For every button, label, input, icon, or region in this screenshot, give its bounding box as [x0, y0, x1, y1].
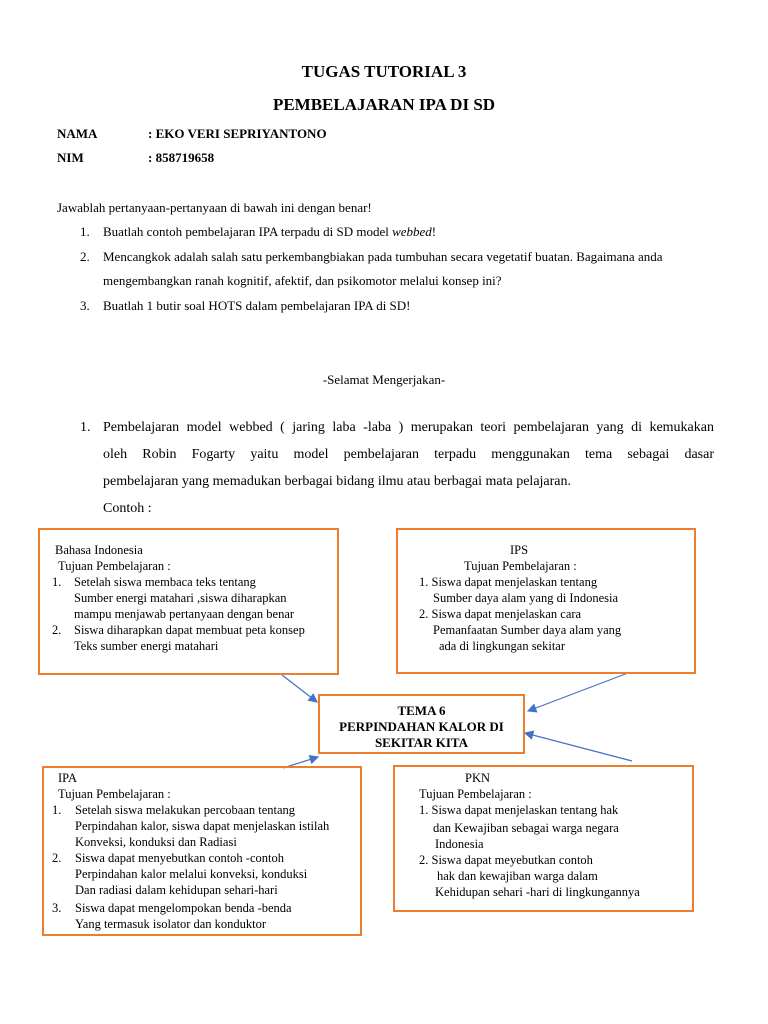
- bahasa-item-2-line-1: Siswa diharapkan dapat membuat peta konsep: [74, 623, 305, 637]
- bahasa-item-1-number: 1.: [52, 575, 62, 589]
- pkn-item-2-line-2: hak dan kewajiban warga dalam: [437, 869, 598, 883]
- question-2-number: 2.: [80, 249, 90, 264]
- ipa-item-2-line-2: Perpindahan kalor melalui konveksi, konduksi: [75, 867, 308, 881]
- instructions-intro: Jawablah pertanyaan-pertanyaan di bawah ini dengan benar!: [57, 200, 372, 215]
- arrow-ips: [528, 673, 628, 711]
- arrow-pkn: [525, 733, 632, 761]
- name-label: NAMA: [57, 126, 98, 141]
- ipa-item-2-line-3: Dan radiasi dalam kehidupan sehari-hari: [75, 883, 278, 897]
- pkn-item-1-line-2: dan Kewajiban sebagai warga negara: [433, 821, 619, 835]
- bahasa-item-1-line-2: Sumber energi matahari ,siswa diharapkan: [74, 591, 287, 605]
- pkn-goal-label: Tujuan Pembelajaran :: [419, 787, 532, 801]
- bahasa-goal-label: Tujuan Pembelajaran :: [58, 559, 171, 573]
- ips-subject: IPS: [510, 543, 529, 557]
- ips-item-2-line-2: Pemanfaatan Sumber daya alam yang: [433, 623, 622, 637]
- box-ipa: [42, 766, 362, 936]
- bahasa-item-2-number: 2.: [52, 623, 62, 637]
- pkn-item-1-line-1: 1. Siswa dapat menjelaskan tentang hak: [419, 803, 619, 817]
- theme-line-1: TEMA 6: [397, 703, 446, 718]
- ipa-subject: IPA: [58, 771, 77, 785]
- question-1-number: 1.: [80, 224, 90, 239]
- question-2-line-2: mengembangkan ranah kognitif, afektif, dan psikomotor melalui konsep ini?: [103, 273, 502, 288]
- contoh-label: Contoh :: [103, 501, 152, 516]
- ipa-item-1-line-1: Setelah siswa melakukan percobaan tentang: [75, 803, 296, 817]
- ips-goal-label: Tujuan Pembelajaran :: [464, 559, 577, 573]
- bahasa-item-1-line-3: mampu menjawab pertanyaan dengan benar: [74, 607, 295, 621]
- question-3-number: 3.: [80, 298, 90, 313]
- bahasa-item-2-line-2: Teks sumber energi matahari: [74, 639, 219, 653]
- ips-item-1-line-1: 1. Siswa dapat menjelaskan tentang: [419, 575, 598, 589]
- ipa-item-2-number: 2.: [52, 851, 62, 865]
- ipa-item-3-number: 3.: [52, 901, 62, 915]
- ipa-item-1-line-3: Konveksi, konduksi dan Radiasi: [75, 835, 237, 849]
- nim-value: : 858719658: [148, 150, 215, 165]
- ipa-item-3-line-2: Yang termasuk isolator dan konduktor: [75, 917, 267, 931]
- ipa-goal-label: Tujuan Pembelajaran :: [58, 787, 171, 801]
- answer-number: 1.: [80, 420, 91, 435]
- bahasa-item-1-line-1: Setelah siswa membaca teks tentang: [74, 575, 256, 589]
- ips-item-2-line-3: ada di lingkungan sekitar: [439, 639, 566, 653]
- box-ips: [396, 528, 696, 674]
- question-2-line-1: Mencangkok adalah salah satu perkembangbiakan pada tumbuhan secara vegetatif buatan. Bagaimana anda: [103, 249, 663, 264]
- box-theme: [318, 694, 525, 754]
- ipa-item-3-line-1: Siswa dapat mengelompokan benda -benda: [75, 901, 292, 915]
- name-value: : EKO VERI SEPRIYANTONO: [148, 126, 327, 141]
- box-bahasa-indonesia: [38, 528, 339, 675]
- theme-line-2: PERPINDAHAN KALOR DI: [339, 719, 504, 734]
- pkn-subject: PKN: [465, 771, 491, 785]
- answer-line-3: pembelajaran yang memadukan berbagai bidang ilmu atau berbagai mata pelajaran.: [103, 474, 572, 489]
- bahasa-subject: Bahasa Indonesia: [55, 543, 143, 557]
- ipa-item-1-line-2: Perpindahan kalor, siswa dapat menjelaskan istilah: [75, 819, 330, 833]
- arrow-bahasa: [282, 675, 317, 702]
- closing-text: -Selamat Mengerjakan-: [322, 372, 446, 387]
- nim-label: NIM: [57, 150, 84, 165]
- pkn-item-2-line-3: Kehidupan sehari -hari di lingkungannya: [435, 885, 640, 899]
- question-3: Buatlah 1 butir soal HOTS dalam pembelajaran IPA di SD!: [103, 298, 411, 313]
- question-1: Buatlah contoh pembelajaran IPA terpadu di SD model webbed!: [103, 224, 437, 239]
- ipa-item-2-line-1: Siswa dapat menyebutkan contoh -contoh: [75, 851, 284, 865]
- theme-line-3: SEKITAR KITA: [374, 735, 469, 750]
- answer-line-1: Pembelajaran model webbed ( jaring laba -laba ) merupakan teori pembelajaran yang di kemukakan: [103, 420, 714, 435]
- ips-item-2-line-1: 2. Siswa dapat menjelaskan cara: [419, 607, 582, 621]
- answer-line-2: oleh Robin Fogarty yaitu model pembelajaran terpadu menggunakan tema sebagai dasar: [103, 447, 714, 462]
- ipa-item-1-number: 1.: [52, 803, 62, 817]
- ips-item-1-line-2: Sumber daya alam yang di Indonesia: [433, 591, 619, 605]
- document-title: TUGAS TUTORIAL 3: [301, 62, 467, 81]
- pkn-item-2-line-1: 2. Siswa dapat meyebutkan contoh: [419, 853, 593, 867]
- document-subtitle: PEMBELAJARAN IPA DI SD: [272, 95, 496, 114]
- box-pkn: [393, 765, 694, 912]
- pkn-item-1-line-3: Indonesia: [435, 837, 484, 851]
